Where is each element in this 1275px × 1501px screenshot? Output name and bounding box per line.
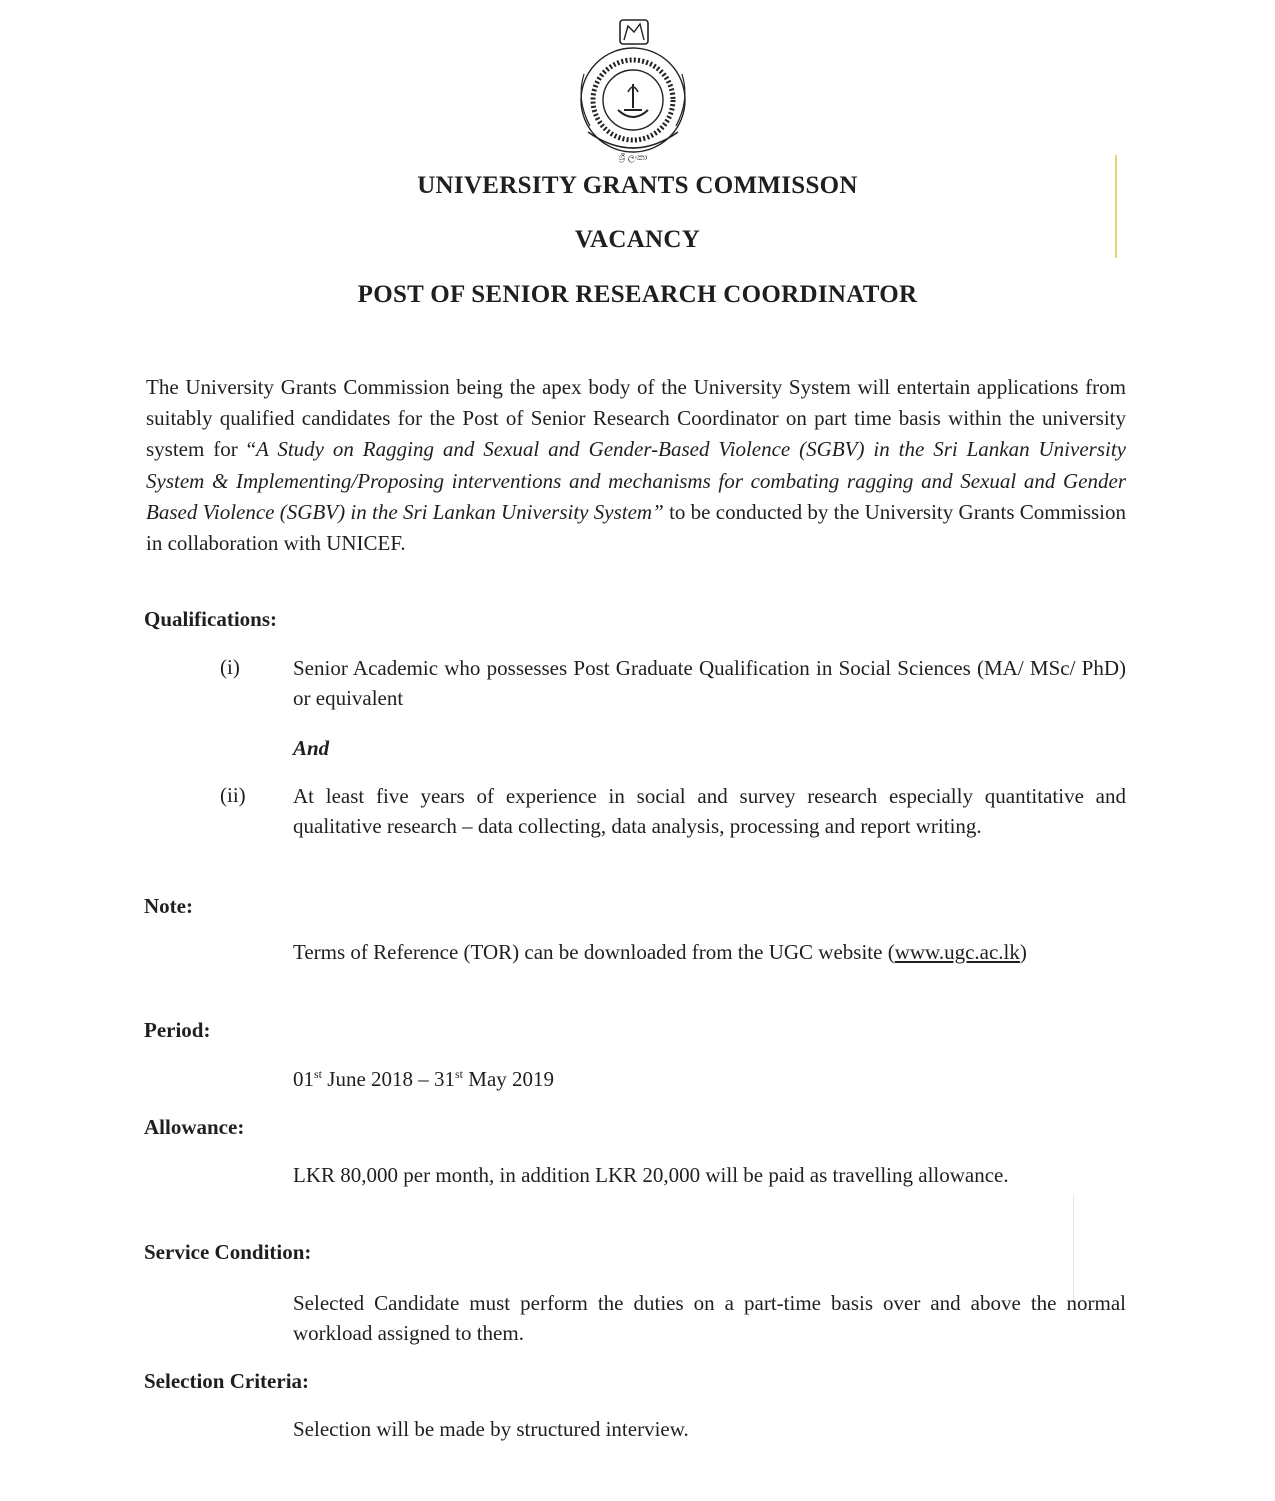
qualifications-heading: Qualifications:	[144, 607, 278, 631]
qualification-item: At least five years of experience in social and survey research especially quantitative and qualitative research – data collecting, data analysis, processing and report writing.	[293, 784, 1126, 838]
study-title: A Study on Ragging and Sexual and Gender-Based Violence (SGBV) in the Sri Lankan University System & Implementing/Proposing interventions and mechanisms for combating ragging and Sexual and Gender Based Violence (SGBV) in the Sri Lankan University System”	[146, 437, 1126, 524]
qualification-numeral: (i)	[220, 655, 240, 679]
selection-criteria-heading: Selection Criteria:	[144, 1369, 310, 1393]
allowance-text: LKR 80,000 per month, in addition LKR 20,000 will be paid as travelling allowance.	[293, 1163, 1009, 1187]
allowance-heading: Allowance:	[144, 1115, 245, 1139]
service-condition-text: Selected Candidate must perform the duties on a part-time basis over and above the normal workload assigned to them.	[293, 1291, 1126, 1345]
organization-title: UNIVERSITY GRANTS COMMISSON	[417, 172, 858, 199]
svg-text:ශ්‍රී ලංකා: ශ්‍රී ලංකා	[618, 153, 648, 163]
scan-artifact-line	[1115, 155, 1117, 258]
post-title: POST OF SENIOR RESEARCH COORDINATOR	[357, 281, 918, 308]
qualification-numeral: (ii)	[220, 783, 246, 807]
service-condition-heading: Service Condition:	[144, 1240, 312, 1264]
period-text: 01st June 2018 – 31st May 2019	[293, 1067, 555, 1091]
university-grants-commission-seal-icon	[568, 14, 698, 164]
intro-paragraph	[146, 372, 1126, 559]
qualification-connector: And	[293, 736, 330, 760]
ugc-website-link[interactable]: www.ugc.ac.lk	[894, 940, 1020, 964]
qualification-item: Senior Academic who possesses Post Graduate Qualification in Social Sciences (MA/ MSc/ PhD) or equivalent	[293, 656, 1126, 710]
intro-text-start: The University Grants Commission being the apex body of the University System will entertain applications from suitably qualified candidates for the Post of Senior Research Coordinator on part time basis within the university system for “	[146, 375, 1126, 462]
note-text: Terms of Reference (TOR) can be downloaded from the UGC website (www.ugc.ac.lk)	[293, 940, 1027, 964]
period-heading: Period:	[144, 1018, 211, 1042]
intro-text-end: to be conducted by the University Grants Commission in collaboration with UNICEF.	[146, 499, 1126, 556]
selection-criteria-text: Selection will be made by structured interview.	[293, 1417, 689, 1441]
note-heading: Note:	[144, 894, 193, 918]
vacancy-heading: VACANCY	[574, 226, 701, 253]
